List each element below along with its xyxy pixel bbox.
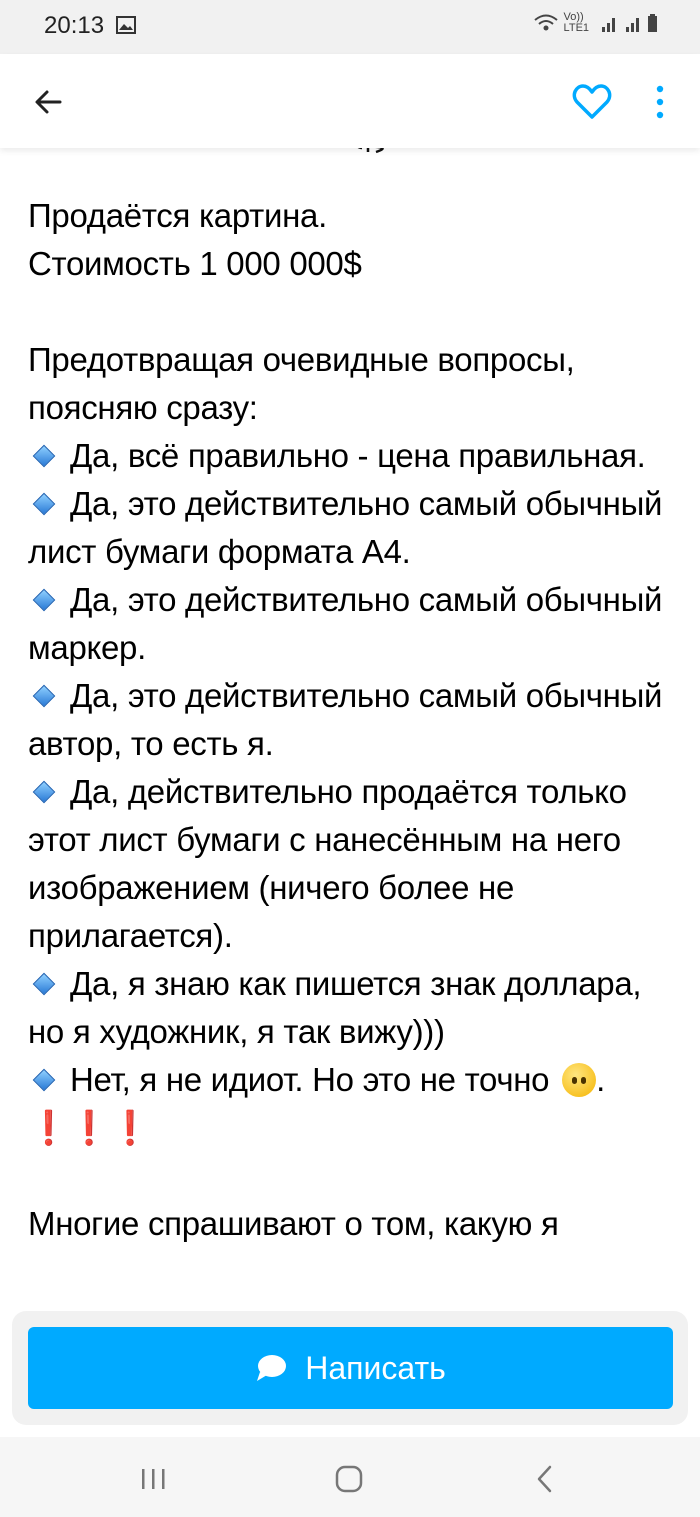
recent-apps-icon[interactable] [140, 1467, 168, 1491]
faq-item: Да, это действительно самый обычный автор, то есть я. [28, 677, 663, 762]
gallery-notification-icon [116, 16, 136, 34]
status-bar [0, 0, 700, 54]
exclamation-marks: ❗❗❗ [28, 1109, 151, 1146]
description-intro: Предотвращая очевидные вопросы, поясняю сразу: [28, 341, 575, 426]
faq-item: Нет, я не идиот. Но это не точно . [28, 1056, 678, 1104]
faq-item: Да, это действительно самый обычный маркер. [28, 581, 663, 666]
favorite-heart-icon[interactable] [570, 80, 614, 124]
bottom-action-panel [12, 1311, 688, 1425]
description-outro: Многие спрашивают о том, какую я [28, 1205, 559, 1242]
upside-down-smile-icon [562, 1063, 596, 1097]
status-indicators [533, 12, 660, 34]
blue-diamond-icon [33, 589, 56, 612]
blue-diamond-icon [33, 1069, 56, 1092]
blue-diamond-icon [33, 493, 56, 516]
blue-diamond-icon [33, 445, 56, 468]
price-line: Стоимость 1 000 000$ [28, 245, 362, 282]
signal-icon [600, 13, 660, 33]
system-navigation-bar [0, 1437, 700, 1517]
faq-item: Да, всё правильно - цена правильная. [28, 432, 678, 480]
chat-bubble-icon [255, 1354, 287, 1382]
blue-diamond-icon [33, 781, 56, 804]
top-app-bar [0, 54, 700, 148]
faq-item: Да, я знаю как пишется знак доллара, но я художник, я так вижу))) [28, 965, 642, 1050]
blue-diamond-icon [33, 973, 56, 996]
back-arrow-icon[interactable] [30, 82, 70, 122]
more-vertical-icon[interactable] [650, 80, 670, 124]
faq-item: Да, это действительно самый обычный лист бумаги формата А4. [28, 485, 663, 570]
listing-description [28, 192, 678, 1248]
home-icon[interactable] [334, 1464, 364, 1494]
faq-item: Да, действительно продаётся только этот лист бумаги с нанесённым на него изображением (ничего более не прилагается). [28, 773, 627, 954]
write-message-button[interactable] [28, 1327, 673, 1409]
blue-diamond-icon [33, 685, 56, 708]
system-back-icon[interactable] [535, 1464, 555, 1494]
write-message-label: Написать [305, 1349, 446, 1386]
wifi-icon [533, 13, 559, 33]
network-label: Vo)) LTE1 [563, 11, 590, 34]
status-time: 20:13 [44, 12, 105, 39]
description-line: Продаётся картина. [28, 197, 327, 234]
